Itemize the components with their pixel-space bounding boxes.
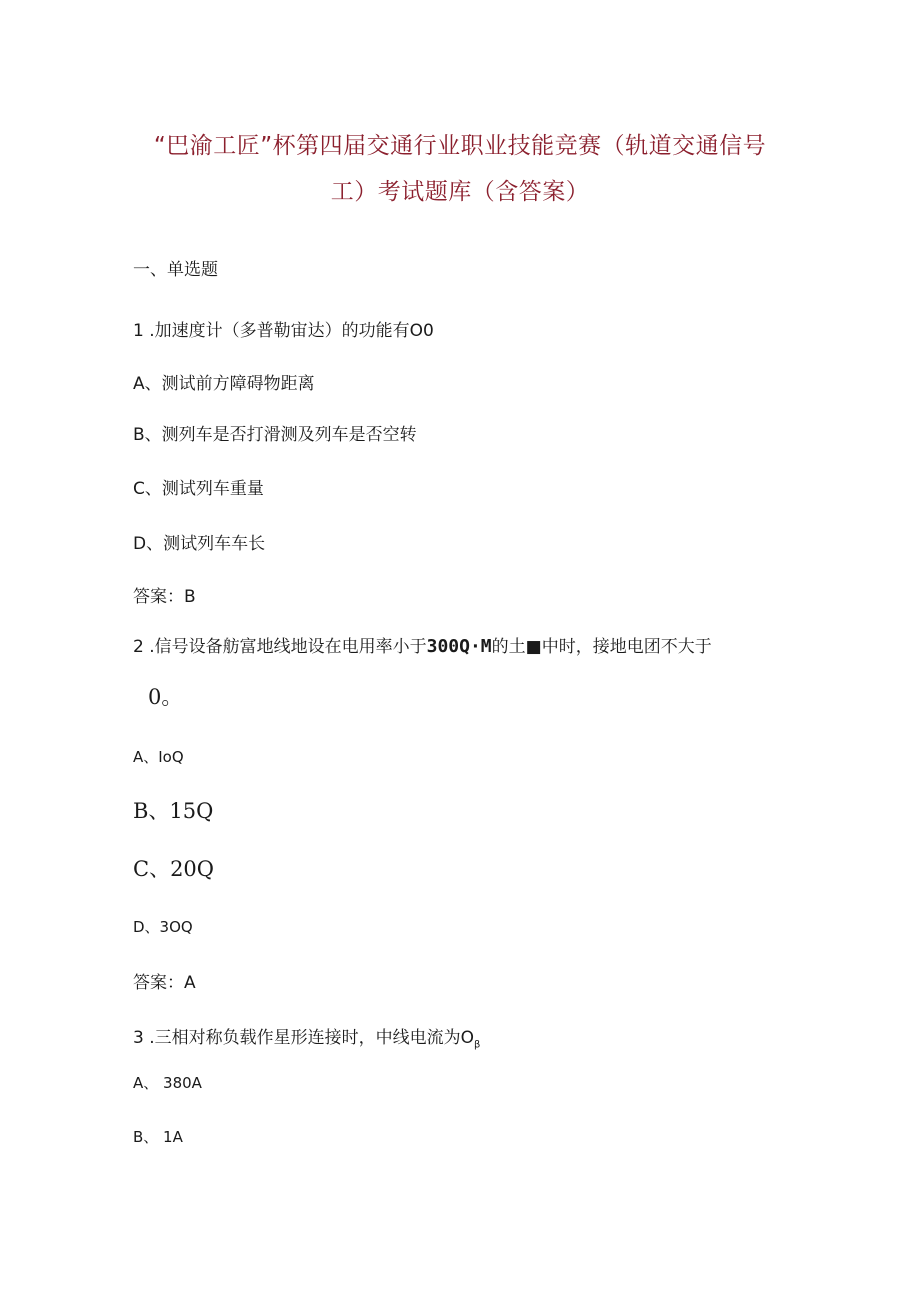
question-3-stem-text: 3 .三相对称负载作星形连接时，中线电流为O — [133, 1028, 475, 1048]
section-heading: 一、单选题 — [133, 260, 218, 280]
question-2-stem — [133, 632, 712, 657]
question-2-option-a: A、IoQ — [133, 748, 184, 766]
question-2-option-d: D、3OQ — [133, 918, 193, 936]
question-3-stem-subscript: β — [474, 1039, 481, 1051]
question-2-answer: 答案：A — [133, 973, 196, 993]
question-1-option-d: D、测试列车车长 — [133, 534, 266, 554]
question-3-option-a: A、 380A — [133, 1074, 202, 1092]
document-title-line-1: “巴渝工匠”杯第四届交通行业职业技能竞赛（轨道交通信号 — [153, 133, 767, 159]
question-1-answer: 答案：B — [133, 587, 196, 607]
question-2-option-b: B、15Q — [133, 799, 214, 823]
question-1-option-c: C、测试列车重量 — [133, 479, 264, 499]
question-1-option-a: A、测试前方障碍物距离 — [133, 374, 315, 394]
question-1-stem: 1 .加速度计（多普勒宙达）的功能有O0 — [133, 321, 434, 341]
question-2-stem-part-1: 2 .信号设备舫富地线地设在电用率小于 — [133, 637, 427, 657]
document-title-line-2: 工）考试题库（含答案） — [330, 179, 590, 205]
question-2-stem-resistivity: 300Q·M — [426, 636, 492, 657]
question-2-option-c: C、20Q — [133, 857, 215, 881]
question-3-stem — [133, 1023, 480, 1050]
question-3-option-b: B、 1A — [133, 1128, 183, 1146]
question-2-stem-part-2: 的土■中时，接地电团不大于 — [491, 637, 712, 657]
question-2-stem-line-2: 0。 — [148, 685, 183, 709]
question-1-option-b: B、测列车是否打滑测及列车是否空转 — [133, 425, 417, 445]
